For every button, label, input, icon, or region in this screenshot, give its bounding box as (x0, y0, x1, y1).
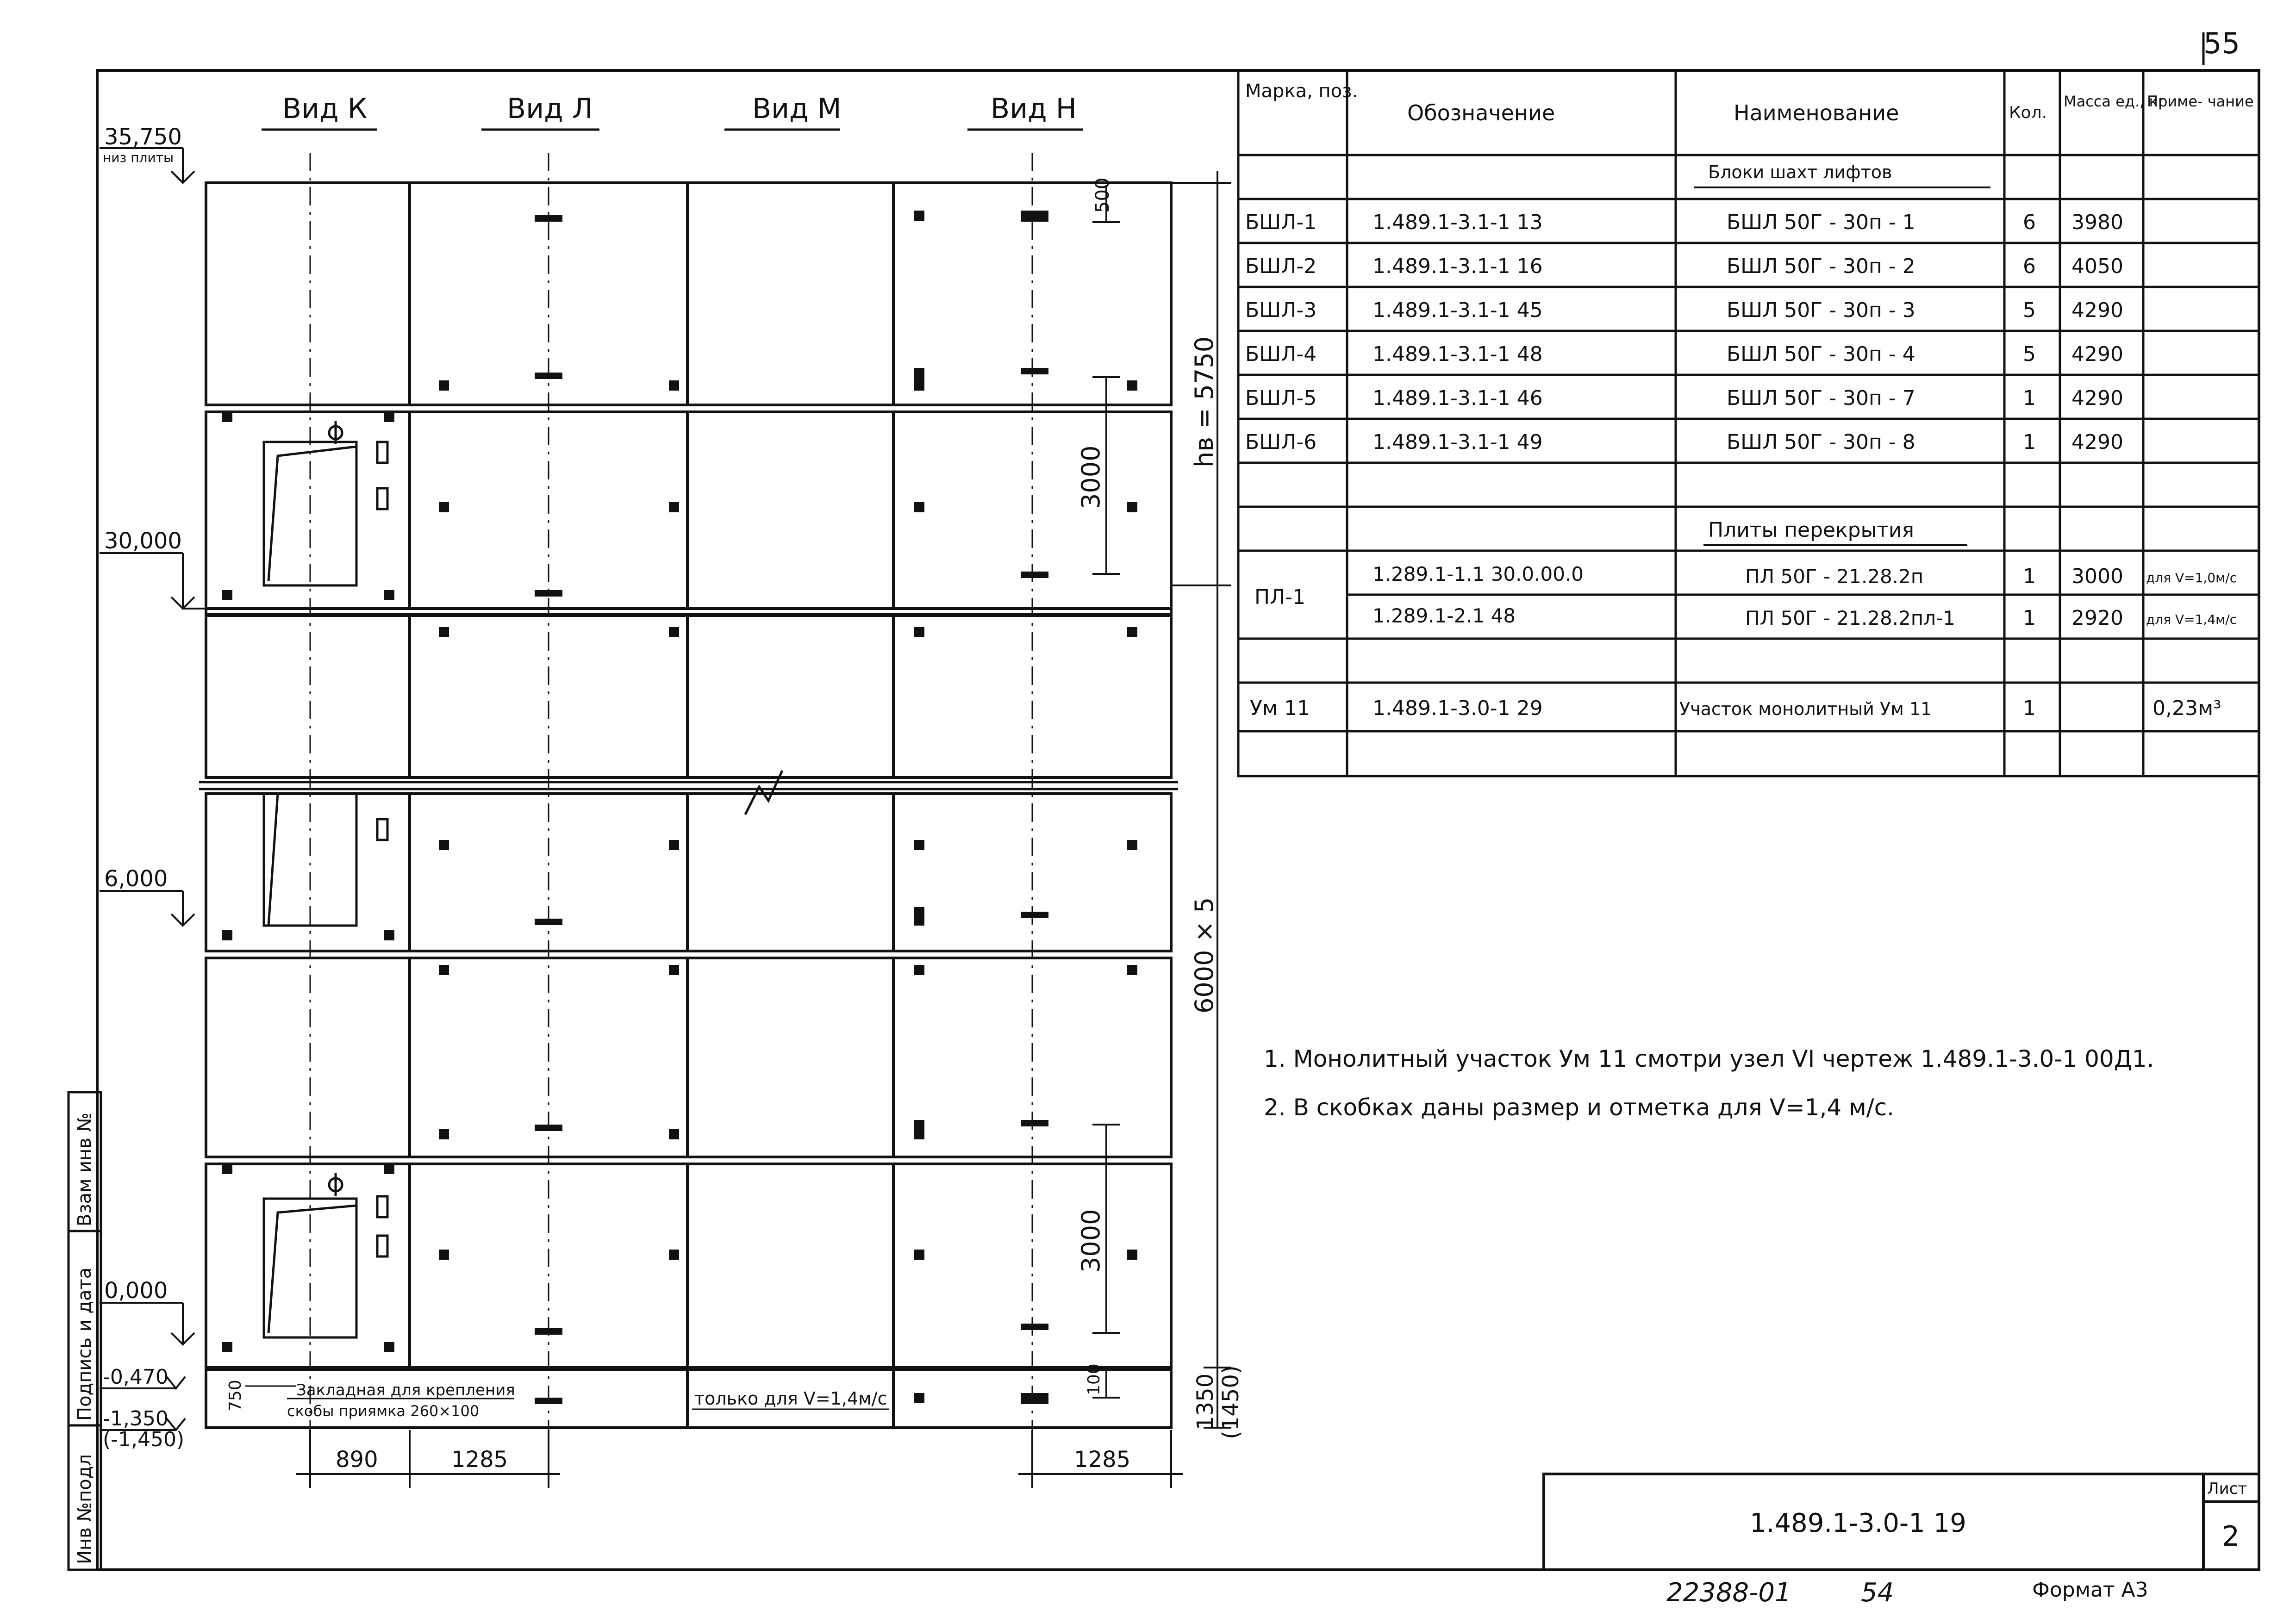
door-openings (264, 421, 387, 1337)
svg-text:БШЛ 50Г - 30п - 8: БШЛ 50Г - 30п - 8 (1727, 430, 1915, 454)
svg-text:5: 5 (2023, 342, 2036, 366)
table-row (1245, 255, 2123, 278)
svg-text:БШЛ-1: БШЛ-1 (1245, 211, 1317, 234)
stamp-code: 1.489.1-3.0-1 19 (1750, 1508, 1966, 1538)
svg-text:6: 6 (2023, 211, 2036, 234)
svg-text:5: 5 (2023, 298, 2036, 322)
rows-monolithic (1250, 696, 2221, 720)
note-1: 1. Монолитный участок Ум 11 смотри узел VI чертеж 1.489.1-3.0-1 00Д1. (1264, 1045, 2154, 1072)
svg-text:6: 6 (2023, 255, 2036, 278)
svg-text:1.289.1-2.1 48: 1.289.1-2.1 48 (1373, 604, 1516, 627)
dim-1350-alt: (1450) (1218, 1365, 1244, 1439)
dim-3000-a: 3000 (1076, 445, 1105, 509)
svg-text:ПЛ 50Г - 21.28.2п: ПЛ 50Г - 21.28.2п (1745, 565, 1924, 588)
view-headers (262, 93, 1083, 130)
view-l-title: Вид Л (507, 93, 593, 125)
embedded-parts (222, 211, 1137, 1404)
svg-text:БШЛ-2: БШЛ-2 (1245, 255, 1317, 278)
elevation-m1350-alt: (-1,450) (103, 1428, 185, 1451)
dim-750: 750 (226, 1380, 245, 1412)
elevation-marks (100, 148, 206, 1430)
svg-text:БШЛ-6: БШЛ-6 (1245, 430, 1317, 454)
svg-text:ПЛ 50Г - 21.28.2пл-1: ПЛ 50Г - 21.28.2пл-1 (1745, 607, 1955, 629)
dim-1285-a: 1285 (451, 1447, 508, 1473)
note-2: 2. В скобках даны размер и отметка для V=1,4 м/с. (1264, 1094, 1894, 1121)
th-qty: Кол. (2009, 103, 2047, 122)
elevation-0: 0,000 (104, 1278, 168, 1304)
elevation-top: 35,750 (104, 124, 182, 150)
rows-slabs (1254, 563, 2237, 630)
dim-1285-b: 1285 (1074, 1447, 1131, 1473)
table-row (1245, 430, 2123, 454)
view-k-title: Вид К (282, 93, 368, 125)
svg-text:4050: 4050 (2071, 255, 2123, 278)
side-label-inv-podl: Инв №подл (74, 1454, 95, 1564)
table-row (1373, 604, 2237, 630)
th-name: Наименование (1734, 100, 1899, 125)
footer-format: Формат А3 (2032, 1578, 2148, 1602)
table-row (1245, 342, 2123, 366)
table-row (1250, 696, 2221, 720)
svg-text:БШЛ 50Г - 30п - 4: БШЛ 50Г - 30п - 4 (1727, 342, 1915, 366)
svg-text:БШЛ-4: БШЛ-4 (1245, 342, 1317, 366)
svg-text:2920: 2920 (2071, 606, 2123, 630)
dim-3000-b: 3000 (1076, 1209, 1105, 1273)
svg-text:БШЛ-3: БШЛ-3 (1245, 298, 1317, 322)
svg-text:1: 1 (2023, 696, 2036, 720)
svg-text:для V=1,4м/с: для V=1,4м/с (2146, 612, 2237, 627)
dim-6000: 6000 × 5 (1190, 897, 1219, 1014)
th-designation: Обозначение (1407, 100, 1555, 125)
svg-text:4290: 4290 (2071, 298, 2123, 322)
stamp-sheet-no: 2 (2222, 1520, 2240, 1553)
table-row (1245, 211, 2123, 234)
svg-text:БШЛ 50Г - 30п - 2: БШЛ 50Г - 30п - 2 (1727, 255, 1915, 278)
dim-100: 100 (1085, 1363, 1104, 1395)
horizontal-dimensions (296, 1430, 1183, 1488)
svg-text:1.489.1-3.1-1 46: 1.489.1-3.1-1 46 (1373, 386, 1543, 410)
svg-text:БШЛ 50Г - 30п - 1: БШЛ 50Г - 30п - 1 (1727, 211, 1915, 234)
dim-890: 890 (336, 1447, 378, 1473)
svg-text:4290: 4290 (2071, 342, 2123, 366)
elevation-top-note: низ плиты (103, 150, 174, 165)
svg-text:1: 1 (2023, 606, 2036, 630)
svg-text:1: 1 (2023, 386, 2036, 410)
footer-number: 22388-01 (1666, 1578, 1791, 1608)
stamp-sheet-label: Лист (2207, 1480, 2247, 1498)
dim-hb: hв = 5750 (1190, 336, 1219, 467)
pit-note-only-for: только для V=1,4м/с (694, 1388, 887, 1409)
rows-blocks (1245, 211, 2123, 454)
svg-text:3980: 3980 (2071, 211, 2123, 234)
elevation-6: 6,000 (104, 866, 168, 892)
th-note: Приме- чание (2147, 93, 2254, 110)
svg-text:4290: 4290 (2071, 386, 2123, 410)
section-slabs: Плиты перекрытия (1708, 518, 1914, 542)
elevation-m0470: -0,470 (103, 1365, 168, 1389)
side-label-podpis: Подпись и дата (74, 1267, 95, 1421)
svg-text:1: 1 (2023, 565, 2036, 588)
th-mass: Масса ед., кг (2064, 93, 2166, 110)
elevation-30: 30,000 (104, 528, 182, 554)
view-n-title: Вид Н (991, 93, 1077, 125)
table-row (1254, 563, 2237, 609)
page-number: 55 (2203, 26, 2240, 60)
footer-page: 54 (1861, 1578, 1894, 1608)
dim-1350: 1350 (1192, 1373, 1218, 1430)
svg-text:БШЛ 50Г - 30п - 7: БШЛ 50Г - 30п - 7 (1727, 386, 1915, 410)
svg-text:3000: 3000 (2071, 565, 2123, 588)
table-row (1245, 298, 2123, 322)
section-blocks: Блоки шахт лифтов (1708, 162, 1892, 182)
svg-text:1.489.1-3.0-1 29: 1.489.1-3.0-1 29 (1373, 696, 1543, 720)
svg-text:для V=1,0м/с: для V=1,0м/с (2146, 570, 2237, 585)
svg-text:БШЛ 50Г - 30п - 3: БШЛ 50Г - 30п - 3 (1727, 298, 1915, 322)
sheet-frame (97, 70, 2259, 1570)
svg-text:Ум 11: Ум 11 (1250, 696, 1310, 720)
side-label-vzam: Взам инв № (74, 1112, 95, 1226)
dim-500: 500 (1092, 177, 1113, 213)
svg-text:1: 1 (2023, 430, 2036, 454)
svg-text:Участок монолитный Ум 11: Участок монолитный Ум 11 (1679, 699, 1932, 719)
svg-text:1.489.1-3.1-1 16: 1.489.1-3.1-1 16 (1373, 255, 1543, 278)
table-row (1245, 386, 2123, 410)
svg-text:1.489.1-3.1-1 48: 1.489.1-3.1-1 48 (1373, 342, 1543, 366)
svg-text:4290: 4290 (2071, 430, 2123, 454)
svg-text:0,23м³: 0,23м³ (2152, 696, 2221, 720)
pit-note-line2: скобы приямка 260×100 (287, 1402, 480, 1420)
svg-text:ПЛ-1: ПЛ-1 (1254, 585, 1306, 609)
svg-text:1.489.1-3.1-1 13: 1.489.1-3.1-1 13 (1373, 211, 1543, 234)
view-m-title: Вид М (752, 93, 842, 125)
svg-text:1.489.1-3.1-1 45: 1.489.1-3.1-1 45 (1373, 298, 1543, 322)
pit-note-line1: Закладная для крепления (296, 1381, 515, 1399)
th-mark: Марка, поз. (1245, 81, 1358, 102)
svg-text:1.489.1-3.1-1 49: 1.489.1-3.1-1 49 (1373, 430, 1543, 454)
elevation-m1350: -1,350 (103, 1407, 168, 1430)
axis-lines (310, 153, 1032, 1486)
svg-text:БШЛ-5: БШЛ-5 (1245, 386, 1317, 410)
svg-text:1.289.1-1.1 30.0.00.0: 1.289.1-1.1 30.0.00.0 (1373, 563, 1584, 585)
